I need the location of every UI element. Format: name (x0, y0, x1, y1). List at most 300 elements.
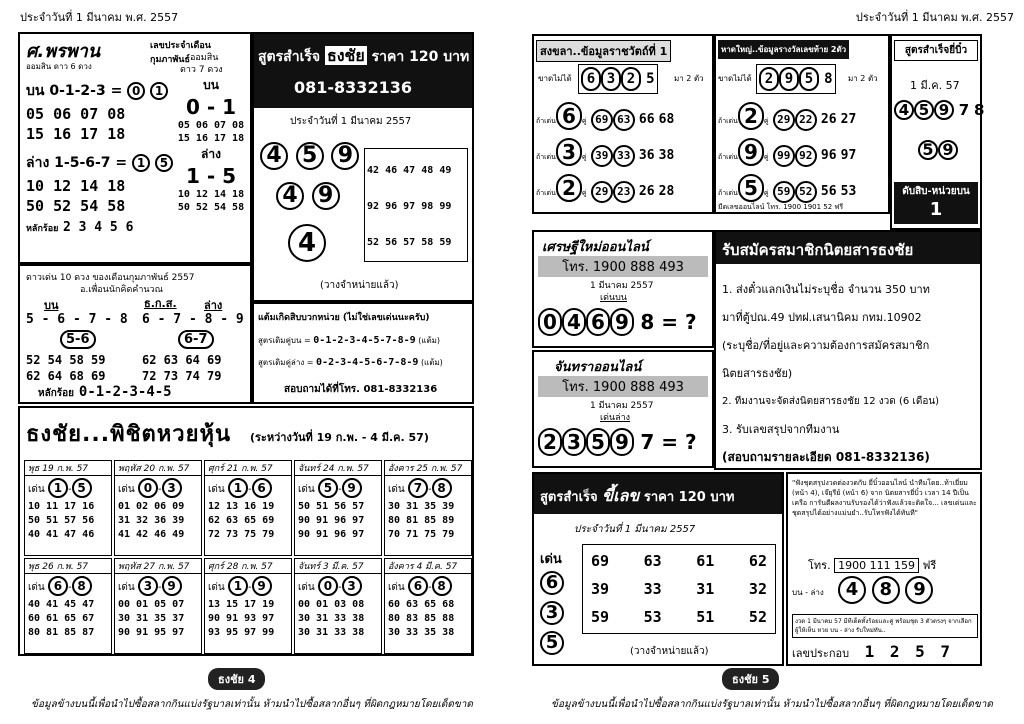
songkhla-row (536, 138, 674, 167)
zilek-date: ประจำวันที่ 1 มีนาคม 2557 (574, 524, 696, 535)
row-ku: คู่ (763, 189, 769, 197)
sutra-grid-row (367, 189, 465, 225)
star-pair1: 5-6 (60, 330, 96, 349)
stock-cell-row: 60 61 65 67 (28, 613, 95, 624)
zilek-row (591, 547, 767, 575)
row-ku: คู่ (581, 153, 587, 161)
row-plain: 36 (638, 148, 655, 163)
stock-cell-row: 90 91 96 97 (298, 529, 365, 540)
star-hundred-value: 0-1-2-3-4-5 (78, 384, 172, 400)
stock-cell-date: พุธ 19 ก.พ. 57 (25, 461, 111, 476)
buew-pair-digit: 9 (938, 140, 958, 160)
cm-num: 9 (610, 308, 634, 336)
row-plain: 53 (840, 184, 857, 199)
page-date: ประจำวันที่ 1 มีนาคม พ.ศ. 2557 (20, 11, 179, 24)
songkhla-title: สงขลา..ข้อมูลราชวัตถ์ที่ 1 (536, 40, 671, 62)
star-box (18, 264, 252, 404)
cm-num: 6 (586, 308, 610, 336)
row-plain: 27 (840, 112, 857, 127)
stock-range: (ระหว่างวันที่ 19 ก.พ. - 4 มี.ค. 57) (250, 431, 429, 444)
zilek-digit: 6 (540, 571, 564, 595)
row-big-digit: 6 (556, 102, 582, 130)
hatyai-num: 5 (799, 67, 819, 91)
stock-cell-row: 70 71 75 79 (388, 529, 455, 540)
bue-online-box (786, 472, 982, 666)
zilek-brand: ขี้เลข (602, 486, 640, 505)
stock-cell-row: 80 81 85 89 (388, 515, 455, 526)
ct-num: 2 (538, 428, 562, 456)
zilek-cell: 53 (643, 608, 662, 626)
score-line2-tail: (แต้ม) (420, 358, 443, 367)
stock-cell (24, 558, 112, 654)
kp-right-col (172, 76, 250, 214)
buew-digit: 4 (894, 100, 914, 120)
stock-cell-date: อังคาร 25 ก.พ. 57 (385, 461, 471, 476)
cm-phone: โทร. 1900 888 493 (538, 256, 708, 277)
buew-sib (894, 182, 978, 224)
kp-r-row: 15 16 17 18 (177, 133, 245, 144)
row-circled: 63 (613, 109, 635, 131)
row-circled: 22 (795, 109, 817, 131)
score-line2-value: 0-2-3-4-5-6-7-8-9 (316, 357, 419, 368)
row-plain: 26 (638, 184, 655, 199)
footer-note: ข้อมูลข้างบนนี้เพื่อนำไปซื้อสลากกินแบ่งรัฐบาลเท่านั้น ห้ามนำไปซื้อสลากอื่นๆ ที่ผิดกฎหมายโดยเด็ดขาด (551, 699, 993, 710)
sutra-grid-cell: 46 (385, 165, 398, 176)
sutra-grid (364, 148, 468, 262)
stock-cell (204, 460, 292, 556)
bue-lek (792, 642, 953, 662)
hatyai-tail: มา 2 ตัว (848, 74, 878, 83)
stock-cell-date: พุธ 26 ก.พ. 57 (25, 559, 111, 574)
stock-cell-row: 50 51 57 56 (28, 515, 95, 526)
zilek-digit: 5 (540, 631, 564, 655)
zilek-cell: 33 (643, 580, 662, 598)
score-contact: สอบถามได้ที่โทร. 081-8332136 (284, 384, 438, 395)
bue-online-text: "ฟังชุดสรุปงวดต่องวดกับ ยี่บิ๋วออนไลน์ นำทีมโดย..ท้าเยี่ยม (หน้า 4), เจ๊ยุรีย์ (หน้า 6) จาก นิตยสารยี่บิ๋ว เวลา 14 ปีเป็นเครือ การันตีผลงานรับรองได้ว่าฟังแล้วจะติดใจ... เลขเด่นและชุดสรุปได้อย่างแม่นยำ..รับโทรฟังได้ทันที" (792, 479, 977, 517)
buew-digits (894, 100, 984, 120)
stock-cell-pair: เด่น 7 - 8 (385, 476, 471, 500)
star-pair2: 6-7 (178, 330, 214, 349)
stock-cell-a: 1 (48, 478, 68, 498)
stock-cell-b: 9 (252, 576, 272, 596)
kp-r-pair: 0 - 1 (185, 95, 237, 119)
stock-cell-date: ศุกร์ 28 ก.พ. 57 (205, 559, 291, 574)
sutra-grid-cell: 59 (439, 237, 452, 248)
zilek-cell: 61 (696, 552, 715, 570)
member-contact: (สอบถามรายละเอียด 081-8332136) (722, 450, 930, 464)
row-big-digit: 2 (738, 102, 764, 130)
row-plain: 56 (820, 184, 837, 199)
stock-cell-pair: เด่น 1 - 9 (205, 574, 291, 598)
hatyai-nums (756, 64, 836, 94)
stock-cell-a: 6 (48, 576, 68, 596)
buew-digit: 5 (914, 100, 934, 120)
stock-cell-date: จันทร์ 24 ก.พ. 57 (295, 461, 381, 476)
stock-cell-lead: เด่น (118, 582, 135, 593)
row-circled: 39 (591, 145, 613, 167)
buew-title: สูตรสำเร็จยี่บิ๋ว (894, 40, 978, 61)
zilek-row (591, 603, 767, 631)
score-line2 (258, 356, 443, 369)
songkhla-num: 6 (581, 67, 601, 91)
stock-cell-b: 9 (162, 576, 182, 596)
zilek-cell: 51 (696, 608, 715, 626)
stock-cell (204, 558, 292, 654)
stock-cell (294, 460, 382, 556)
stock-cell (24, 460, 112, 556)
stock-cell-row: 00 01 05 07 (118, 599, 185, 610)
ct-tail: 7 = ? (640, 430, 697, 454)
stock-cell (114, 460, 202, 556)
stock-cell-b: 3 (162, 478, 182, 498)
score-title: แต้มเกิดสิบบวกหน่วย (ไม่ใช่เลขเด่นนะครับ) (258, 313, 430, 323)
bue-note: งวด 1 มีนาคม 57 มีทีเด็ดทั้งร้อยและคู่ พร้อมชุด 3 ตัวตรงๆ จากเลือกผู้ให้เห็น หวย บน - ล่าง รับใหม่ทัน.. (792, 614, 978, 638)
songkhla-nums (578, 64, 658, 94)
zilek-cell: 69 (591, 552, 610, 570)
star-rows1 (26, 352, 105, 384)
stock-cell-row: 30 31 35 37 (118, 613, 185, 624)
member-box (714, 230, 982, 470)
stock-cell-date: พฤหัส 20 ก.พ. 57 (115, 461, 201, 476)
score-line1 (258, 334, 440, 347)
stock-cell-pair: เด่น 3 - 9 (115, 574, 201, 598)
stock-cell-row: 41 42 46 49 (118, 529, 185, 540)
stock-cell-date: จันทร์ 3 มี.ค. 57 (295, 559, 381, 574)
stock-cell-date: อังคาร 4 มี.ค. 57 (385, 559, 471, 574)
zilek-cell: 52 (748, 608, 767, 626)
row-label: ถ้าเด่น (718, 117, 738, 125)
songkhla-tail: มา 2 ตัว (674, 74, 704, 83)
score-line2-label: สูตรเดิมคู่ล่าง = (258, 358, 314, 367)
sutra-date: ประจำวันที่ 1 มีนาคม 2557 (290, 116, 412, 127)
star-rows2 (142, 352, 221, 384)
star-row: 52 54 58 59 (26, 353, 106, 367)
kp-lang-circle-2: 5 (155, 154, 173, 172)
row-big-digit: 5 (738, 174, 764, 202)
kp-hundred (26, 220, 133, 235)
buew-date: 1 มี.ค. 57 (910, 79, 960, 92)
star-bank: ธ.ก.ส. (144, 297, 177, 310)
star-row: 62 64 68 69 (26, 369, 106, 383)
row-ku: คู่ (581, 117, 587, 125)
stock-cell-lead: เด่น (298, 484, 315, 495)
sutra-phone: 081-8332136 (294, 78, 412, 97)
sutra-grid-cell: 57 (403, 237, 416, 248)
row-circled: 92 (795, 145, 817, 167)
zilek-grid (582, 544, 776, 634)
star-hundred (38, 384, 172, 401)
ct-lead: เด่นล่าง (600, 413, 631, 423)
stock-cell-row: 72 73 75 79 (208, 529, 275, 540)
row-ku: คู่ (763, 153, 769, 161)
zilek-cell: 32 (748, 580, 767, 598)
stock-cell-pair: เด่น 0 - 3 (295, 574, 381, 598)
sutra-digit: 5 (296, 142, 324, 170)
buew-pair (918, 140, 958, 160)
kp-bon-circle-2: 1 (150, 82, 168, 100)
sutra-grid-cell: 49 (439, 165, 452, 176)
bue-bonlang: บน - ล่าง (792, 588, 824, 597)
buew-digit-plain: 8 (974, 101, 985, 119)
songkhla-khad: ขาดไม่ได้ (538, 74, 572, 83)
stock-cell-b: 6 (252, 478, 272, 498)
zilek-title: สูตรสำเร็จ (540, 490, 598, 505)
hatyai-num: 9 (779, 67, 799, 91)
zilek-cell: 62 (748, 552, 767, 570)
ct-nums (538, 428, 697, 456)
songkhla-row (536, 102, 674, 131)
star-seq2: 6 - 7 - 8 - 9 (142, 312, 244, 327)
stock-cell-date: พฤหัส 27 ก.พ. 57 (115, 559, 201, 574)
buew-digit: 9 (934, 100, 954, 120)
kp-hundred-label: หลักร้อย (26, 224, 59, 234)
sutra-digits-r3 (288, 224, 326, 262)
member-line: 2. ทีมงานจะจัดส่งนิตยสารธงชัย 12 งวด (6 เดือน) (722, 396, 940, 407)
kp-r-lang: ล่าง (201, 147, 221, 161)
kp-brand: ศ.พรพาน (26, 41, 101, 62)
stock-cell-b: 8 (432, 478, 452, 498)
right-page (522, 4, 1022, 720)
bue-lek-label: เลขประกอบ (792, 647, 850, 660)
buew-sib-value: 1 (929, 199, 943, 220)
stock-cell-row: 90 91 95 97 (118, 627, 185, 638)
row-label: ถ้าเด่น (718, 153, 738, 161)
kp-top-row: 05 06 07 08 (26, 105, 126, 123)
kp-lang-circle-1: 1 (132, 154, 150, 172)
member-line: มาที่ตู้ปณ.49 ปทฝ.เสนานิคม กทม.10902 (722, 311, 922, 324)
stock-cell (114, 558, 202, 654)
sutra-grid-cell: 99 (439, 201, 452, 212)
stock-cell-row: 00 01 03 08 (298, 599, 365, 610)
score-box (252, 302, 474, 404)
row-circled: 69 (591, 109, 613, 131)
stock-cell-row: 31 32 36 39 (118, 515, 185, 526)
stock-cell-a: 0 (138, 478, 158, 498)
stock-cell-row: 01 02 06 09 (118, 501, 185, 512)
stock-box (18, 406, 474, 656)
hatyai-foot: มีดเลขออนไลน์ โทร. 1900 1901 52 ฟรี (718, 203, 844, 211)
zilek-digit: 3 (540, 601, 564, 625)
row-plain: 28 (658, 184, 675, 199)
bue-lek-value: 1 2 5 7 (864, 642, 954, 661)
sutra-grid-row (367, 225, 465, 261)
sutra-grid-cell: 96 (385, 201, 398, 212)
ct-num: 9 (610, 428, 634, 456)
stock-cell-pair: เด่น 6 - 8 (385, 574, 471, 598)
kp-lang (26, 152, 173, 174)
bue-free: ฟรี (922, 559, 937, 572)
cm-num: 4 (562, 308, 586, 336)
member-line: นิตยสารธงชัย) (722, 367, 793, 380)
zilek-row (591, 575, 767, 603)
stock-cell-lead: เด่น (118, 484, 135, 495)
sutra-grid-cell: 48 (421, 165, 434, 176)
row-plain: 66 (638, 112, 655, 127)
stock-cell-a: 1 (228, 576, 248, 596)
buew-box (890, 34, 985, 230)
buew-sib-title: ดับสิบ-หน่วยบน (902, 186, 970, 197)
page-number: ธงชัย 5 (722, 668, 779, 690)
stock-cell-b: 5 (72, 478, 92, 498)
stock-cell-row: 62 63 65 69 (208, 515, 275, 526)
ct-title: จันทราออนไลน์ (554, 360, 642, 375)
kp-bon (26, 80, 168, 102)
kp-top-row: 15 16 17 18 (26, 125, 126, 143)
row-label: ถ้าเด่น (536, 153, 556, 161)
stock-cell-row: 90 91 96 97 (298, 515, 365, 526)
sutra-grid-cell: 47 (403, 165, 416, 176)
cm-num: 0 (538, 308, 562, 336)
zilek-cell: 59 (591, 608, 610, 626)
kp-top-rows (26, 104, 125, 144)
stock-cell-row: 30 31 35 39 (388, 501, 455, 512)
hatyai-row (718, 102, 856, 131)
stock-cell-lead: เด่น (388, 582, 405, 593)
stock-cell-pair: เด่น 6 - 8 (25, 574, 111, 598)
stock-cell-row: 90 91 93 97 (208, 613, 275, 624)
sutra-header (254, 34, 472, 108)
bue-phone-label: โทร. (808, 559, 831, 572)
kp-r-bon: บน (203, 78, 219, 92)
page-number: ธงชัย 4 (208, 668, 265, 690)
sutra-price: ราคา 120 บาท (371, 49, 470, 65)
sutra-digit: 9 (312, 182, 340, 210)
sutra-grid-cell: 58 (421, 237, 434, 248)
zilek-cell: 31 (696, 580, 715, 598)
stock-cell-pair: เด่น 5 - 9 (295, 476, 381, 500)
hatyai-row (718, 174, 856, 203)
stock-cell-row: 50 51 56 57 (298, 501, 365, 512)
stock-cell (384, 460, 472, 556)
ct-num: 5 (586, 428, 610, 456)
bue-digit: 8 (872, 576, 900, 604)
kp-right-sub1: ออมสิน (190, 53, 219, 63)
sutra-digits-r1 (260, 142, 359, 170)
sutra-grid-cell: 92 (367, 201, 380, 212)
stock-cell-row: 10 11 17 16 (28, 501, 95, 512)
sutra-grid-cell: 42 (367, 165, 380, 176)
kp-r-row: 05 06 07 08 (177, 120, 245, 131)
stock-cell-row: 80 81 85 87 (28, 627, 95, 638)
kp-bon-label: บน 0-1-2-3 = (26, 83, 123, 99)
zilek-digits (540, 568, 564, 658)
kp-hundred-value: 2 3 4 5 6 (62, 220, 134, 235)
buew-digit-plain: 7 (958, 101, 970, 119)
kp-r-row: 50 52 54 58 (177, 202, 245, 213)
stock-cell-row: 13 15 17 19 (208, 599, 275, 610)
zilek-lead: เด่น (540, 552, 562, 567)
stock-cell-row: 30 31 33 38 (298, 613, 365, 624)
bue-digits (838, 576, 933, 604)
star-title: ดาวเด่น 10 ดวง ของเดือนกุมภาพันธ์ 2557 (26, 273, 195, 283)
zilek-cell: 63 (643, 552, 662, 570)
sutra-digit: 4 (260, 142, 288, 170)
sutra-grid-cell: 98 (421, 201, 434, 212)
member-line: (ระบุชื่อ/ที่อยู่และความต้องการสมัครสมาชิก (722, 339, 930, 352)
row-label: ถ้าเด่น (536, 189, 556, 197)
hatyai-num: 2 (759, 67, 779, 91)
hatyai-num: 8 (824, 71, 833, 87)
zilek-price: ราคา 120 บาท (643, 490, 735, 505)
row-label: ถ้าเด่น (718, 189, 738, 197)
score-line1-label: สูตรเดิมคู่บน = (258, 336, 311, 345)
bue-digit: 9 (905, 576, 933, 604)
star-bon: บน (44, 299, 59, 312)
score-line1-value: 0-1-2-3-4-5-7-8-9 (313, 335, 416, 346)
row-circled: 99 (773, 145, 795, 167)
row-circled: 52 (795, 181, 817, 203)
row-plain: 38 (658, 148, 675, 163)
left-page (2, 4, 502, 720)
stock-cell-row: 80 83 85 88 (388, 613, 455, 624)
member-line: 3. รับเลขสรุปจากทีมงาน (722, 423, 840, 436)
stock-cell-pair: เด่น 1 - 5 (25, 476, 111, 500)
kp-low-row: 10 12 14 18 (26, 177, 126, 195)
member-lines (722, 276, 939, 444)
row-big-digit: 3 (556, 138, 582, 166)
kp-low-rows (26, 176, 125, 216)
kp-r-row: 10 12 14 18 (177, 189, 245, 200)
row-big-digit: 2 (556, 174, 582, 202)
stock-cell-row: 93 95 97 99 (208, 627, 275, 638)
stock-cell-date: ศุกร์ 21 ก.พ. 57 (205, 461, 291, 476)
ct-phone: โทร. 1900 888 493 (538, 376, 708, 397)
kp-lang-label: ล่าง 1-5-6-7 = (26, 155, 128, 171)
row-circled: 23 (613, 181, 635, 203)
star-sub: อ.เพื่อนนักคิดคำนวณ (80, 285, 163, 295)
star-row: 72 73 74 79 (142, 369, 222, 383)
sutra-digits-r2 (276, 182, 340, 210)
kp-right-title: เลขประจำเดือนกุมภาพันธ์ (150, 41, 211, 65)
row-ku: คู่ (763, 117, 769, 125)
bue-digit: 4 (838, 576, 866, 604)
stock-cell-lead: เด่น (208, 582, 225, 593)
stock-cell-row: 60 63 65 68 (388, 599, 455, 610)
star-row: 62 63 64 69 (142, 353, 222, 367)
page-date: ประจำวันที่ 1 มีนาคม พ.ศ. 2557 (855, 11, 1014, 24)
stock-cell-a: 6 (408, 576, 428, 596)
row-circled: 29 (591, 181, 613, 203)
cm-nums (538, 308, 697, 336)
stock-cell-row: 40 41 45 47 (28, 599, 95, 610)
stock-cell (384, 558, 472, 654)
buew-pair-digit: 5 (918, 140, 938, 160)
hatyai-box (714, 34, 890, 214)
songkhla-num: 5 (646, 71, 655, 87)
row-plain: 97 (840, 148, 857, 163)
stock-cell-lead: เด่น (28, 484, 45, 495)
kp-sub: ออมสิน ดาว 6 ดวง (26, 62, 92, 71)
ct-num: 3 (562, 428, 586, 456)
kp-r-pair2: 1 - 5 (185, 164, 237, 188)
stock-cell-a: 7 (408, 478, 428, 498)
songkhla-num: 2 (621, 67, 641, 91)
songkhla-box (532, 34, 714, 214)
stock-cell-row: 12 13 16 19 (208, 501, 275, 512)
cm-box (532, 230, 714, 348)
cm-title: เศรษฐีใหม่ออนไลน์ (542, 240, 649, 255)
stock-cell-row: 30 31 33 38 (298, 627, 365, 638)
row-big-digit: 9 (738, 138, 764, 166)
kp-bon-circle-1: 0 (127, 82, 145, 100)
row-plain: 68 (658, 112, 675, 127)
stock-cell-b: 8 (72, 576, 92, 596)
stock-cell-pair: เด่น 1 - 6 (205, 476, 291, 500)
stock-cell-a: 3 (138, 576, 158, 596)
star-hundred-label: หลักร้อย (38, 388, 75, 399)
zilek-sold: (วางจำหน่ายแล้ว) (630, 646, 709, 657)
stock-cell-a: 5 (318, 478, 338, 498)
